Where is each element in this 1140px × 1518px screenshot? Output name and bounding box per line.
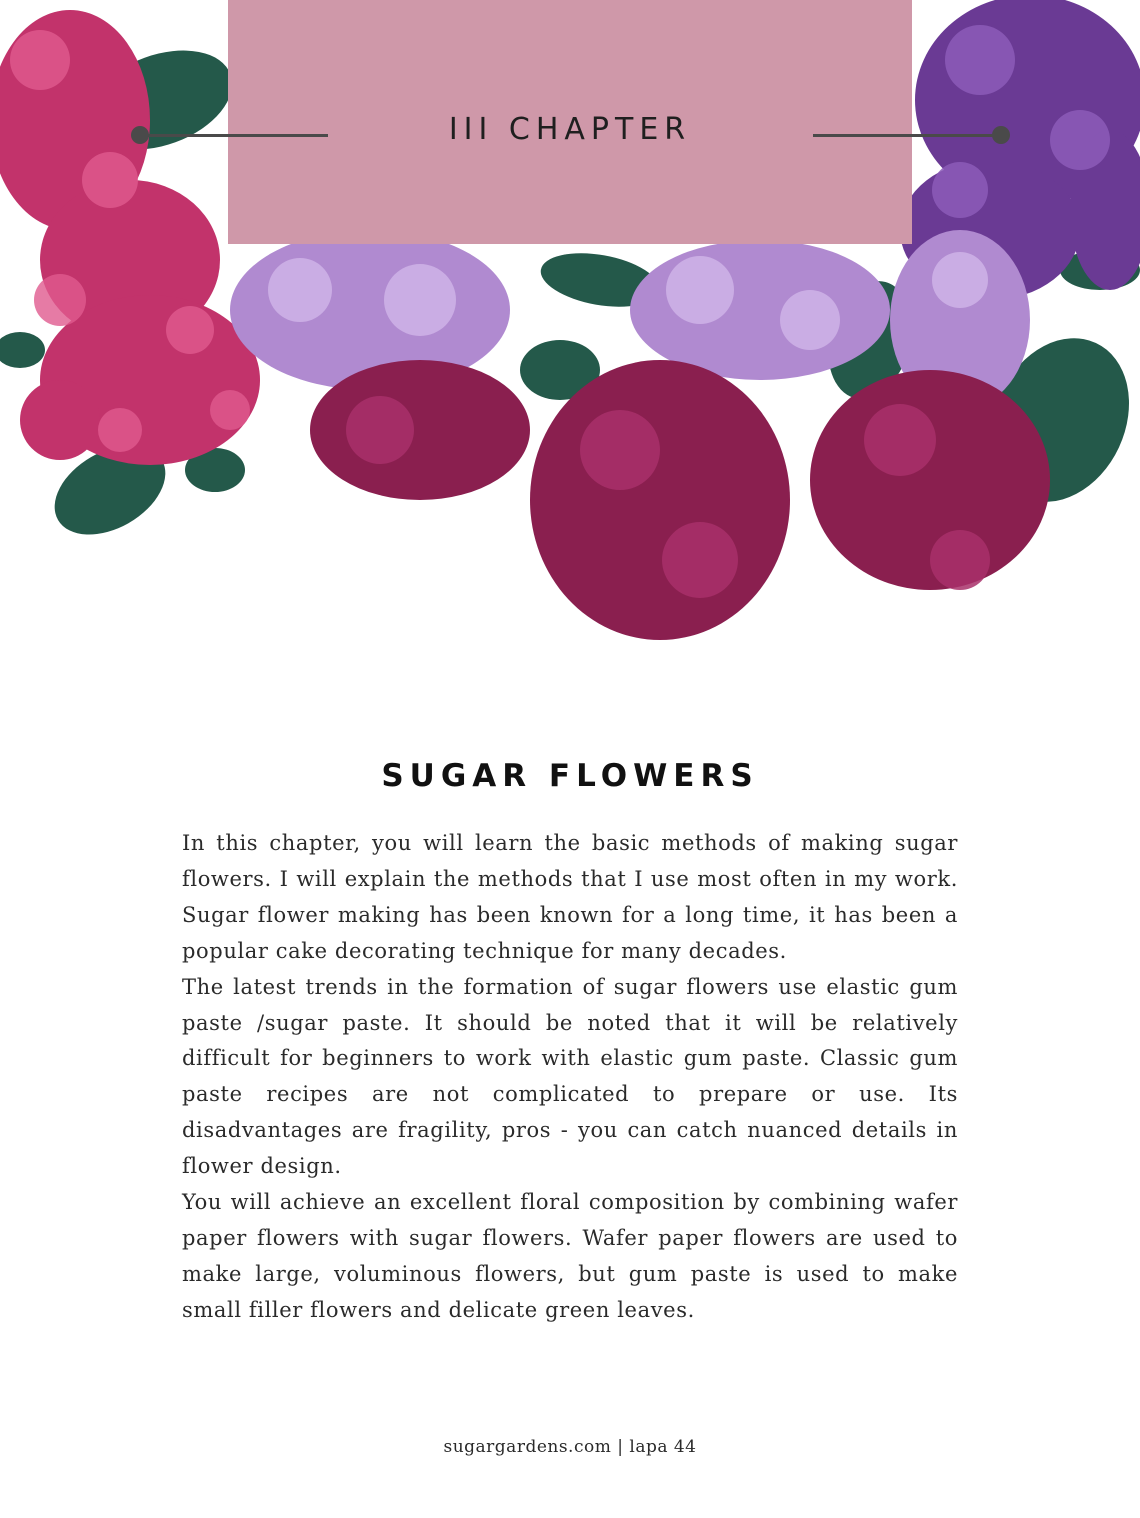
banner-right-dot <box>992 126 1010 144</box>
wine-lilac <box>310 360 1050 640</box>
page-footer: sugargardens.com | lapa 44 <box>443 1437 697 1457</box>
section-title: SUGAR FLOWERS <box>381 758 759 794</box>
chapter-label: III CHAPTER <box>448 112 692 147</box>
paragraph-2: The latest trends in the formation of sugar flowers use elastic gum paste /sugar paste. It should be noted that it will be relatively difficult for beginners to work with elastic gum paste. Classic gum paste recipes are not complicated to prepare or use. Its disadvantages are fragility, pros - you can catch nuanced details in flower design. <box>182 974 958 1179</box>
paragraph-1: In this chapter, you will learn the basic methods of making sugar flowers. I will explain the methods that I use most often in my work. Sugar flower making has been known for a long time, it has been a popular cake decorating technique for many decades. <box>182 831 958 963</box>
body-text <box>182 826 958 1329</box>
paragraph-3: You will achieve an excellent floral composition by combining wafer paper flowers with sugar flowers. Wafer paper flowers are used to make large, voluminous flowers, but gum paste is used to make small filler flowers and delicate green leaves. <box>182 1190 958 1322</box>
